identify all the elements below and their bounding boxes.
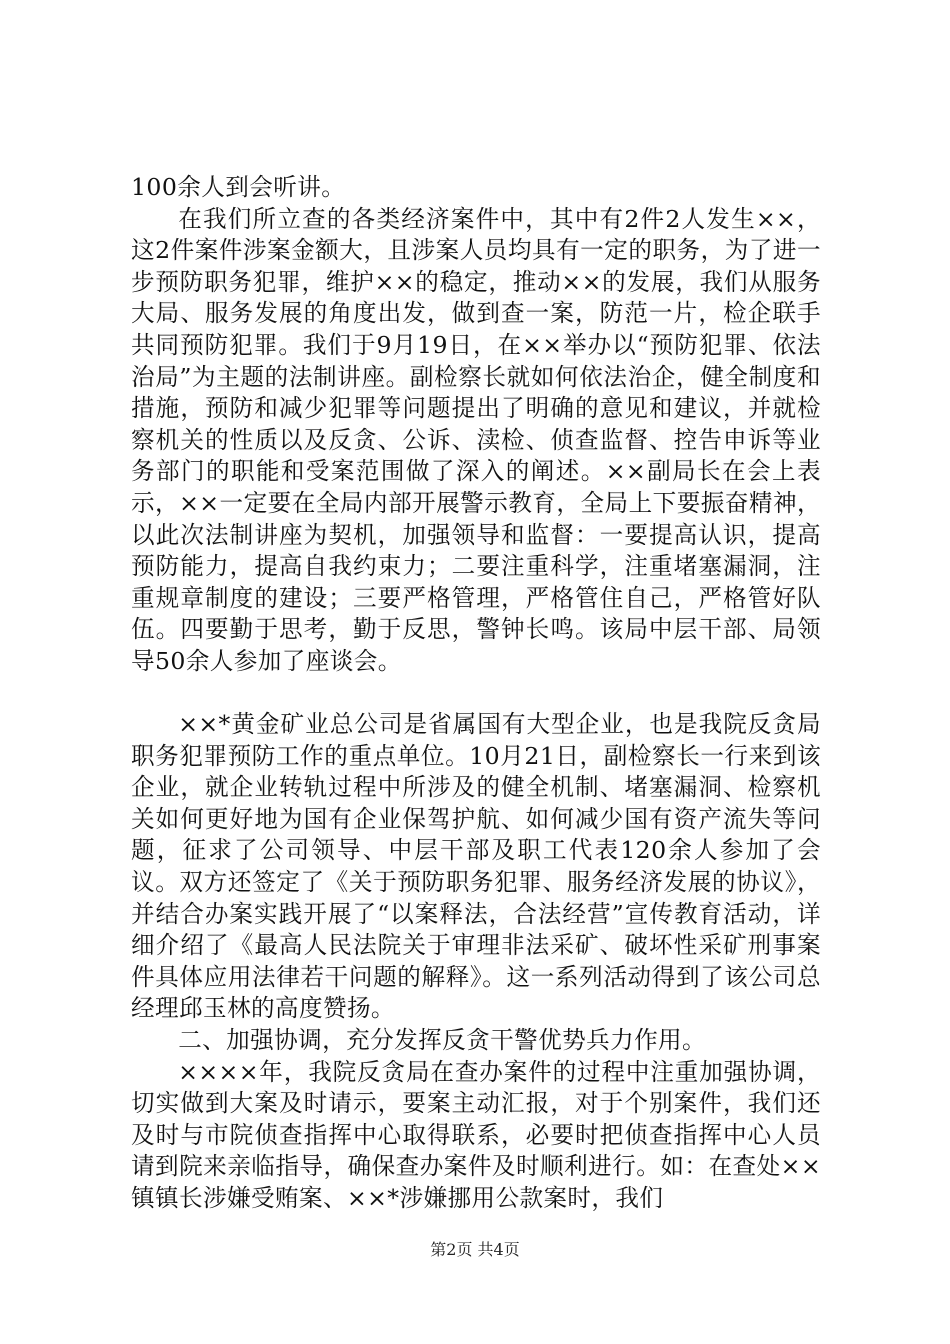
paragraph-lecture-event: 在我们所立查的各类经济案件中，其中有2件2人发生××，这2件案件涉案金额大，且涉案人员均具有一定的职务，为了进一步预防职务犯罪，维护××的稳定，推动××的发展，我们从服务大局、服务发展的角度出发，做到查一案，防范一片，检企联手共同预防犯罪。我们于9月19日，在××举办以“预防犯罪、依法治局”为主题的法制讲座。副检察长就如何依法治企，健全制度和措施，预防和减少犯罪等问题提出了明确的意见和建议，并就检察机关的性质以及反贪、公诉、渎检、侦查监督、控告申诉等业务部门的职能和受案范围做了深入的阐述。××副局长在会上表示，××一定要在全局内部开展警示教育，全局上下要振奋精神，以此次法制讲座为契机，加强领导和监督：一要提高认识，提高预防能力，提高自我约束力；二要注重科学，注重堵塞漏洞，注重规章制度的建设；三要严格管理，严格管住自己，严格管好队伍。四要勤于思考，勤于反思，警钟长鸣。该局中层干部、局领导50余人参加了座谈会。: [131, 204, 821, 675]
paragraph-coordination-detail: ××××年，我院反贪局在查办案件的过程中注重加强协调，切实做到大案及时请示，要案主动汇报，对于个别案件，我们还及时与市院侦查指挥中心取得联系，必要时把侦查指挥中心人员请到院来亲临指导，确保查办案件及时顺利进行。如：在查处××镇镇长涉嫌受贿案、××*涉嫌挪用公款案时，我们: [131, 1057, 821, 1212]
paragraph-gold-mining-company: ××*黄金矿业总公司是省属国有大型企业，也是我院反贪局职务犯罪预防工作的重点单位。10月21日，副检察长一行来到该企业，就企业转轨过程中所涉及的健全机制、堵塞漏洞、检察机关如何更好地为国有企业保驾护航、如何减少国有资产流失等问题，征求了公司领导、中层干部及职工代表120余人参加了会议。双方还签定了《关于预防职务犯罪、服务经济发展的协议》，并结合办案实践开展了“以案释法，合法经营”宣传教育活动，详细介绍了《最高人民法院关于审理非法采矿、破坏性采矿刑事案件具体应用法律若干问题的解释》。这一系列活动得到了该公司总经理邱玉林的高度赞扬。: [131, 710, 821, 1023]
page-number-footer: 第2页 共4页: [430, 1240, 520, 1259]
paragraph-continuation: 100余人到会听讲。: [131, 173, 346, 201]
section-heading-coordination: 二、加强协调，充分发挥反贪干警优势兵力作用。: [178, 1026, 707, 1055]
paragraph-spacer: [131, 678, 821, 710]
document-body: [131, 172, 821, 1215]
